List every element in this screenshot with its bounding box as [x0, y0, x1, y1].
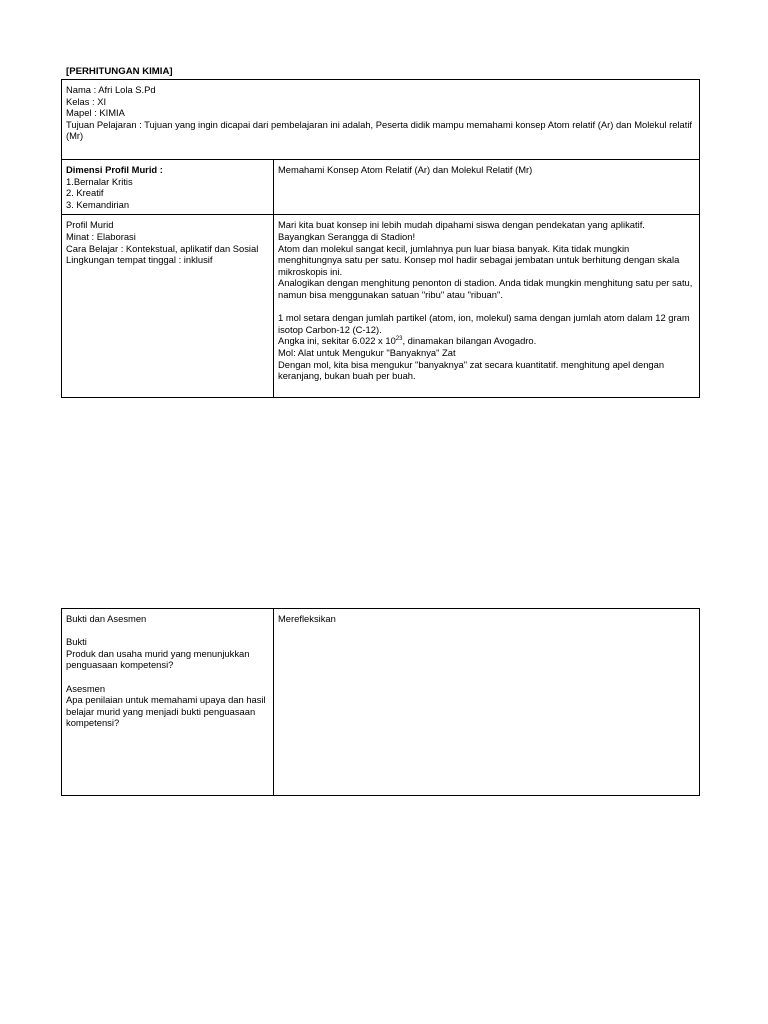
- intro-paragraph: Mari kita buat konsep ini lebih mudah dipahami siswa dengan pendekatan yang aplikatif.: [278, 219, 645, 231]
- avogadro-line: [278, 335, 695, 347]
- bukti-text: Produk dan usaha murid yang menunjukkan penguasaan kompetensi?: [66, 647, 253, 671]
- learning-objective: Tujuan Pelajaran : Tujuan yang ingin dicapai dari pembelajaran ini adalah, Peserta didik mampu memahami konsep Atom relatif (Ar) dan Molekul relatif (Mr): [66, 118, 695, 142]
- asesmen-left-cell: [62, 609, 274, 796]
- profil-left-cell: [62, 215, 274, 398]
- asesmen-table: [61, 608, 700, 796]
- identity-row: [62, 80, 700, 160]
- paragraph-gap: [66, 671, 269, 683]
- class-info: Kelas : XI: [66, 95, 107, 107]
- atom-paragraph: Atom dan molekul sangat kecil, jumlahnya pun luar biasa banyak. Kita tidak mungkin menghitungnya satu per satu. Konsep mol hadir sebagai jembatan untuk berhitung dengan skala mikroskopis ini.: [278, 242, 682, 277]
- reflection-label: Merefleksikan: [278, 613, 336, 624]
- avogadro-exponent: 23: [395, 336, 403, 343]
- dimensi-heading: Dimensi Profil Murid :: [66, 164, 163, 175]
- dimensi-description: Memahami Konsep Atom Relatif (Ar) dan Molekul Relatif (Mr): [278, 164, 533, 175]
- document-title: [PERHITUNGAN KIMIA]: [66, 66, 173, 77]
- dimensi-item: 1.Bernalar Kritis: [66, 175, 133, 187]
- asesmen-label: Asesmen: [66, 682, 106, 694]
- stadion-heading: Bayangkan Serangga di Stadion!: [278, 230, 416, 242]
- profil-right-cell: [274, 215, 700, 398]
- profil-row: [62, 215, 700, 398]
- dimensi-row: [62, 160, 700, 215]
- profil-cara-belajar: Cara Belajar : Kontekstual, aplikatif dan Sosial: [66, 242, 259, 254]
- mol-definition: 1 mol setara dengan jumlah partikel (atom, ion, molekul) sama dengan jumlah atom dalam 12 gram isotop Carbon-12 (C-12).: [278, 312, 693, 335]
- profil-lingkungan: Lingkungan tempat tinggal : inklusif: [66, 254, 213, 266]
- dimensi-left-cell: [62, 160, 274, 215]
- avogadro-suffix: , dinamakan bilangan Avogadro.: [402, 335, 537, 347]
- asesmen-row: [62, 609, 700, 796]
- asesmen-right-cell: [274, 609, 700, 796]
- teacher-name: Nama : Afri Lola S.Pd: [66, 84, 156, 95]
- asesmen-heading: Bukti dan Asesmen: [66, 613, 147, 624]
- subject-info: Mapel : KIMIA: [66, 107, 125, 119]
- profil-minat: Minat : Elaborasi: [66, 230, 136, 242]
- asesmen-text: Apa penilaian untuk memahami upaya dan hasil belajar murid yang menjadi bukti penguasaan kompetensi?: [66, 694, 269, 729]
- dimensi-right-cell: [274, 160, 700, 215]
- dimensi-item: 3. Kemandirian: [66, 198, 130, 210]
- profil-heading: Profil Murid: [66, 219, 114, 231]
- paragraph-gap: [278, 301, 695, 313]
- main-table: [61, 79, 700, 398]
- dimensi-item: 2. Kreatif: [66, 187, 104, 199]
- mol-tool-paragraph: Dengan mol, kita bisa mengukur "banyaknya" zat secara kuantitatif. menghitung apel dengan keranjang, bukan buah per buah.: [278, 358, 667, 382]
- analogy-paragraph: Analogikan dengan menghitung penonton di stadion. Anda tidak mungkin menghitung satu per satu, namun bisa menggunakan satuan "ribu" atau "ribuan".: [278, 277, 695, 300]
- mol-tool-heading: Mol: Alat untuk Mengukur "Banyaknya" Zat: [278, 346, 456, 358]
- avogadro-prefix: Angka ini, sekitar 6.022 x 10: [278, 335, 396, 347]
- bukti-label: Bukti: [66, 636, 87, 648]
- paragraph-gap: [66, 625, 269, 637]
- identity-cell: [62, 80, 700, 160]
